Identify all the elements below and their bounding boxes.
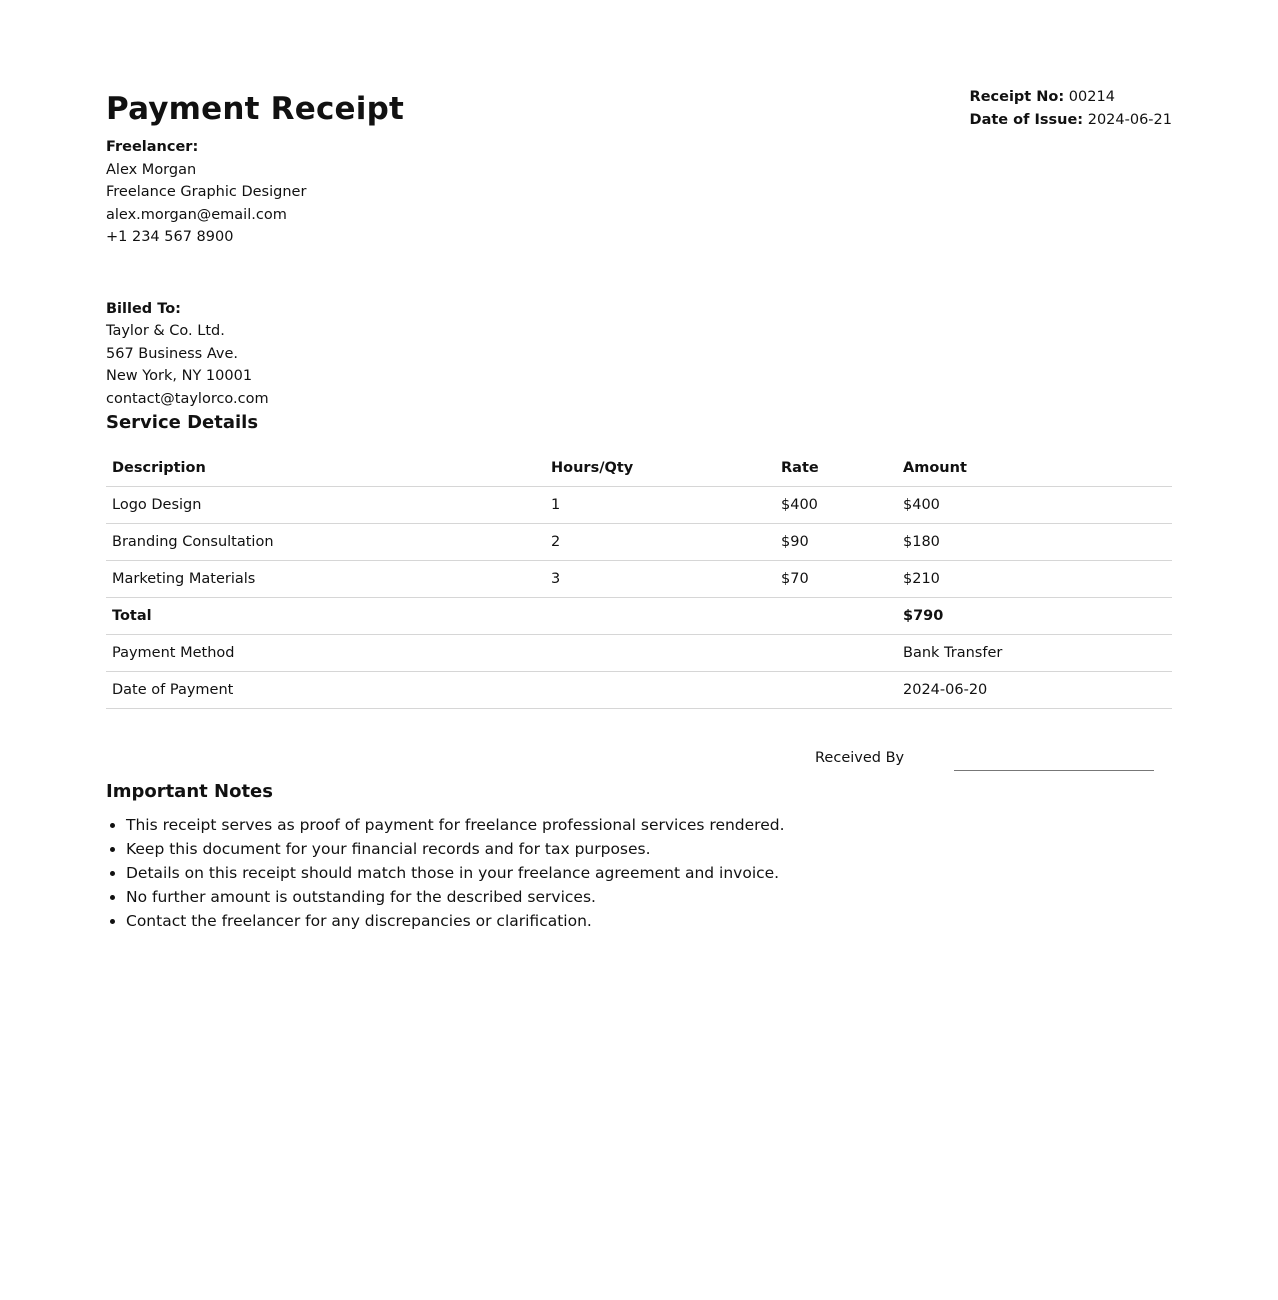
row-amount: $210 — [897, 561, 1172, 598]
row-description: Branding Consultation — [106, 524, 545, 561]
table-row — [106, 561, 1172, 598]
row-description: Marketing Materials — [106, 561, 545, 598]
page-title: Payment Receipt — [106, 91, 404, 127]
freelancer-name: Alex Morgan — [106, 161, 197, 178]
empty-cell — [545, 635, 775, 672]
total-row — [106, 598, 1172, 635]
row-amount: $400 — [897, 487, 1172, 524]
payment-date-row — [106, 672, 1172, 709]
column-header-description: Description — [106, 450, 545, 487]
payment-date-value: 2024-06-20 — [897, 672, 1172, 709]
row-rate: $70 — [775, 561, 897, 598]
list-item: • Contact the freelancer for any discrepancies or clarification. — [126, 909, 1172, 933]
table-row — [106, 487, 1172, 524]
list-item: • No further amount is outstanding for the described services. — [126, 885, 1172, 909]
row-rate: $400 — [775, 487, 897, 524]
empty-cell — [775, 672, 897, 709]
billed-to-address: 567 Business Ave. — [106, 345, 239, 362]
payment-method-label: Payment Method — [106, 635, 545, 672]
column-header-rate: Rate — [775, 450, 897, 487]
service-details-heading: Service Details — [106, 412, 259, 433]
list-item: • Details on this receipt should match those in your freelance agreement and invoice. — [126, 861, 1172, 885]
row-hours: 1 — [545, 487, 775, 524]
billed-to-label: Billed To: — [106, 300, 181, 317]
signature-block — [106, 749, 1172, 779]
payment-method-row — [106, 635, 1172, 672]
total-label: Total — [106, 598, 545, 635]
empty-cell — [775, 635, 897, 672]
receipt-meta — [970, 86, 1172, 132]
row-amount: $180 — [897, 524, 1172, 561]
table-row — [106, 524, 1172, 561]
receipt-number-line — [970, 86, 1172, 109]
notes-list — [106, 813, 1172, 933]
freelancer-label: Freelancer: — [106, 139, 199, 155]
payment-method-value: Bank Transfer — [897, 635, 1172, 672]
freelancer-email: alex.morgan@email.com — [106, 206, 287, 223]
receipt-page — [106, 0, 1172, 933]
empty-cell — [545, 672, 775, 709]
billed-to-city: New York, NY 10001 — [106, 368, 253, 384]
list-item: • This receipt serves as proof of payment for freelance professional services rendered. — [126, 813, 1172, 837]
column-header-amount: Amount — [897, 450, 1172, 487]
service-details-table — [106, 450, 1172, 709]
billed-to-block — [106, 298, 1172, 411]
empty-cell — [545, 598, 775, 635]
row-rate: $90 — [775, 524, 897, 561]
receipt-number-label: Receipt No: — [969, 89, 1065, 105]
important-notes-heading: Important Notes — [106, 781, 273, 802]
billed-to-company: Taylor & Co. Ltd. — [106, 323, 225, 339]
freelancer-role: Freelance Graphic Designer — [106, 184, 307, 200]
freelancer-phone: +1 234 567 8900 — [106, 229, 234, 245]
payment-date-label: Date of Payment — [106, 672, 545, 709]
row-hours: 2 — [545, 524, 775, 561]
issue-date: 2024-06-21 — [1087, 112, 1172, 128]
freelancer-block — [106, 136, 1172, 249]
issue-date-line — [970, 109, 1172, 132]
total-value: $790 — [897, 598, 1172, 635]
empty-cell — [775, 598, 897, 635]
issue-date-label: Date of Issue: — [969, 112, 1084, 128]
signature-line — [954, 770, 1154, 771]
table-header-row — [106, 450, 1172, 487]
row-description: Logo Design — [106, 487, 545, 524]
billed-to-email: contact@taylorco.com — [106, 390, 269, 407]
column-header-hours: Hours/Qty — [545, 450, 775, 487]
list-item: • Keep this document for your financial records and for tax purposes. — [126, 837, 1172, 861]
receipt-number: 00214 — [1068, 89, 1115, 105]
received-by-label: Received By — [815, 750, 905, 766]
row-hours: 3 — [545, 561, 775, 598]
